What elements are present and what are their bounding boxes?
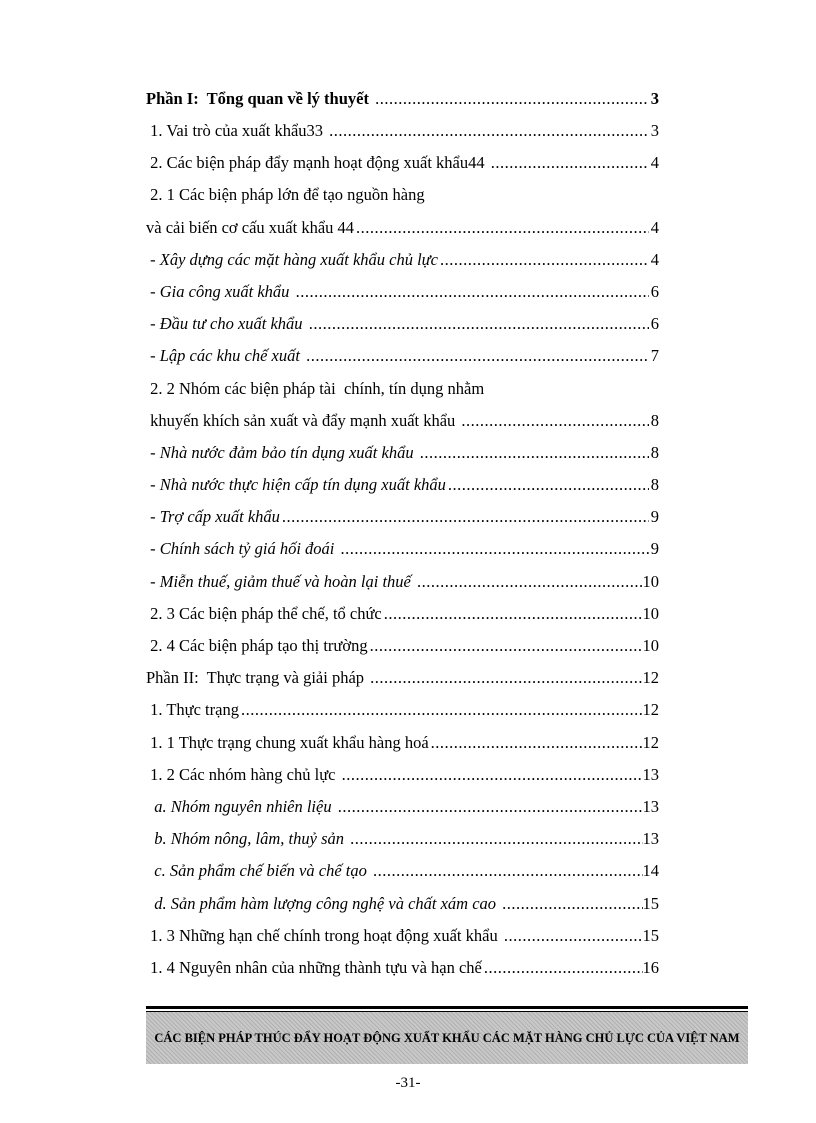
toc-entry [146, 566, 659, 598]
toc-entry-page: 12 [642, 732, 659, 752]
toc-entry-text: - Nhà nước thực hiện cấp tín dụng xuất khẩu [146, 475, 446, 495]
toc-entry [146, 598, 659, 630]
toc-dot-leader [329, 123, 649, 140]
toc-dot-leader [370, 670, 642, 687]
toc-dot-leader [356, 220, 649, 237]
toc-entry-text: 1. 3 Những hạn chế chính trong hoạt động xuất khẩu [146, 925, 502, 945]
toc-entry-text: 1. Thực trạng [146, 700, 239, 720]
footer-rule-thick [146, 1006, 748, 1009]
toc-entry [146, 469, 659, 501]
toc-entry [146, 630, 659, 662]
toc-entry [146, 244, 659, 276]
toc-entry-page: 4 [650, 217, 659, 237]
toc-entry [146, 952, 659, 984]
toc-dot-leader [241, 702, 643, 719]
toc-dot-leader [484, 960, 643, 977]
toc-entry [146, 147, 659, 179]
toc-entry [146, 759, 659, 791]
toc-entry [146, 727, 659, 759]
toc-entry-text: - Lập các khu chế xuất [146, 346, 305, 366]
toc-entry-page: 12 [642, 668, 659, 688]
toc-entry [146, 115, 659, 147]
toc-entry [146, 341, 659, 373]
toc-entry-page: 6 [650, 314, 659, 334]
toc-entry-page: 3 [650, 88, 659, 108]
toc-entry-page: 8 [650, 410, 659, 430]
toc-entry-page: 4 [650, 153, 659, 173]
toc-entry-page: 4 [650, 249, 659, 269]
toc-entry [146, 662, 659, 694]
toc-entry-text: - Gia công xuất khẩu [146, 281, 294, 301]
toc-entry-text: 2. 1 Các biện pháp lớn để tạo nguồn hàng [146, 185, 425, 205]
toc-dot-leader [504, 928, 643, 945]
toc-entry-page: 15 [642, 893, 659, 913]
toc-entry [146, 405, 659, 437]
toc-dot-leader [448, 477, 649, 494]
toc-dot-leader [282, 509, 649, 526]
toc-dot-leader [461, 413, 649, 430]
toc-dot-leader [370, 638, 643, 655]
toc-dot-leader [309, 316, 649, 333]
toc-entry-text: khuyến khích sản xuất và đẩy mạnh xuất khẩu [146, 410, 460, 430]
toc-entry-text: và cải biến cơ cấu xuất khẩu 44 [146, 217, 355, 237]
toc-dot-leader [338, 799, 643, 816]
toc-entry-text: 1. Vai trò của xuất khẩu33 [146, 121, 328, 141]
toc-entry-page: 12 [642, 700, 659, 720]
toc-entry [146, 83, 659, 115]
toc-dot-leader [296, 284, 649, 301]
footer-title: CÁC BIỆN PHÁP THÚC ĐẨY HOẠT ĐỘNG XUẤT KHẨU CÁC MẶT HÀNG CHỦ LỰC CỦA VIỆT NAM [154, 1030, 740, 1045]
toc-entry-text: 2. 4 Các biện pháp tạo thị trường [146, 636, 368, 656]
toc-entry-text: 1. 4 Nguyên nhân của những thành tựu và hạn chế [146, 957, 482, 977]
toc-entry [146, 920, 659, 952]
toc-entry-page: 13 [642, 764, 659, 784]
toc-entry-page: 7 [650, 346, 659, 366]
toc-entry [146, 791, 659, 823]
toc-entry-text: - Đầu tư cho xuất khẩu [146, 314, 307, 334]
toc-entry-page: 8 [650, 475, 659, 495]
toc-dot-leader [440, 252, 649, 269]
toc-entry-page: 8 [650, 442, 659, 462]
toc-dot-leader [384, 606, 643, 623]
toc-dot-leader [491, 155, 649, 172]
running-footer [146, 1006, 748, 1064]
toc-dot-leader [306, 348, 649, 365]
toc-entry-text: - Trợ cấp xuất khẩu [146, 507, 280, 527]
toc-entry-page: 9 [650, 539, 659, 559]
table-of-contents [146, 83, 659, 984]
toc-entry-text: c. Sản phẩm chế biến và chế tạo [146, 861, 371, 881]
toc-entry-page: 10 [642, 636, 659, 656]
toc-entry-text: 2. 3 Các biện pháp thể chế, tổ chức [146, 603, 382, 623]
toc-dot-leader [502, 896, 642, 913]
toc-entry [146, 823, 659, 855]
toc-entry-text: Phần II: Thực trạng và giải pháp [146, 668, 369, 688]
toc-entry-page: 13 [642, 829, 659, 849]
toc-entry-page: 13 [642, 796, 659, 816]
toc-entry-text: d. Sản phẩm hàm lượng công nghệ và chất xám cao [146, 893, 501, 913]
toc-entry-text: 1. 2 Các nhóm hàng chủ lực [146, 764, 340, 784]
toc-entry-page: 16 [642, 957, 659, 977]
toc-entry [146, 308, 659, 340]
toc-entry-text: - Nhà nước đảm bảo tín dụng xuất khẩu [146, 442, 418, 462]
toc-dot-leader [375, 91, 649, 108]
toc-entry-text: 2. 2 Nhóm các biện pháp tài chính, tín dụng nhằm [146, 378, 485, 398]
toc-entry [146, 888, 659, 920]
toc-entry [146, 534, 659, 566]
toc-entry [146, 373, 659, 405]
toc-entry [146, 695, 659, 727]
toc-entry-text: a. Nhóm nguyên nhiên liệu [146, 796, 336, 816]
toc-entry-text: 1. 1 Thực trạng chung xuất khẩu hàng hoá [146, 732, 429, 752]
toc-entry-page: 10 [642, 603, 659, 623]
toc-entry-text: - Xây dựng các mặt hàng xuất khẩu chủ lực [146, 249, 439, 269]
toc-entry-text: Phần I: Tổng quan về lý thuyết [146, 88, 374, 108]
toc-entry-page: 9 [650, 507, 659, 527]
toc-entry-text: - Miễn thuế, giảm thuế và hoàn lại thuế [146, 571, 415, 591]
toc-entry-text: b. Nhóm nông, lâm, thuỷ sản [146, 829, 349, 849]
footer-title-band [146, 1012, 748, 1064]
toc-entry-page: 3 [650, 121, 659, 141]
toc-dot-leader [431, 735, 643, 752]
toc-dot-leader [350, 831, 642, 848]
toc-entry [146, 501, 659, 533]
toc-dot-leader [341, 541, 650, 558]
toc-entry-page: 10 [642, 571, 659, 591]
page-number: -31- [395, 1075, 421, 1091]
toc-dot-leader [342, 767, 643, 784]
toc-entry-page: 6 [650, 281, 659, 301]
toc-dot-leader [417, 574, 643, 591]
toc-entry-text: - Chính sách tỷ giá hối đoái [146, 539, 339, 559]
toc-entry [146, 437, 659, 469]
toc-entry [146, 856, 659, 888]
toc-dot-leader [373, 863, 643, 880]
toc-entry-page: 15 [642, 925, 659, 945]
toc-dot-leader [420, 445, 649, 462]
toc-entry [146, 180, 659, 212]
toc-entry [146, 276, 659, 308]
toc-entry [146, 212, 659, 244]
toc-entry-text: 2. Các biện pháp đẩy mạnh hoạt động xuất khẩu44 [146, 153, 489, 173]
toc-entry-page: 14 [642, 861, 659, 881]
